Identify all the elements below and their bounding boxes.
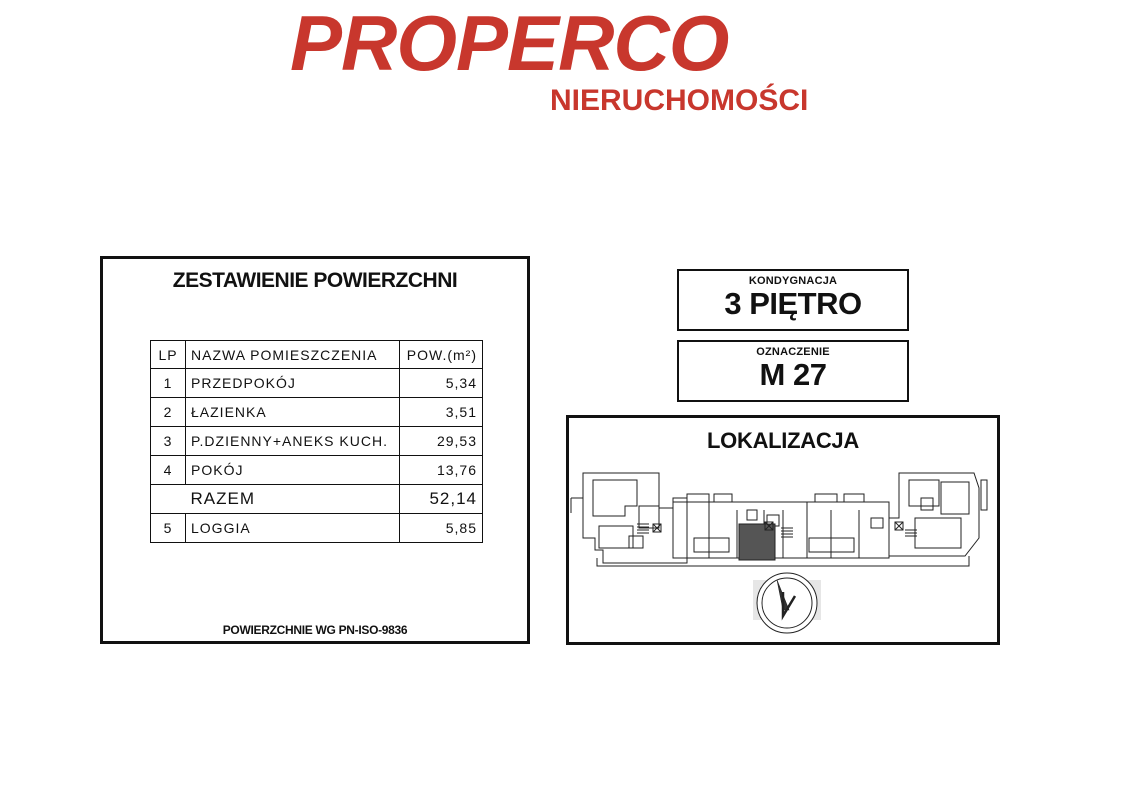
table-row: [151, 514, 483, 543]
total-row: [151, 485, 483, 514]
properco-logo: [290, 0, 835, 120]
row-name: P.DZIENNY+ANEKS KUCH.: [186, 427, 400, 456]
brand-tagline: NIERUCHOMOŚCI: [550, 84, 809, 117]
floor-box: [677, 269, 909, 331]
total-blank: [151, 485, 186, 514]
row-lp: 4: [151, 456, 186, 485]
table-row: [151, 369, 483, 398]
table-row: [151, 456, 483, 485]
col-name: NAZWA POMIESZCZENIA: [186, 341, 400, 369]
row-lp: 3: [151, 427, 186, 456]
building-plan-drawing: [569, 418, 1003, 648]
total-area: 52,14: [400, 485, 483, 514]
floor-label: KONDYGNACJA: [748, 275, 838, 287]
row-lp: 1: [151, 369, 186, 398]
row-name: LOGGIA: [186, 514, 400, 543]
row-area: 13,76: [400, 456, 483, 485]
row-area: 5,34: [400, 369, 483, 398]
row-lp: 5: [151, 514, 186, 543]
row-name: PRZEDPOKÓJ: [186, 369, 400, 398]
row-area: 3,51: [400, 398, 483, 427]
table-header-row: [151, 341, 483, 369]
row-lp: 2: [151, 398, 186, 427]
table-row: [151, 427, 483, 456]
row-area: 29,53: [400, 427, 483, 456]
area-summary-panel: [100, 256, 530, 644]
row-name: ŁAZIENKA: [186, 398, 400, 427]
unit-value: M 27: [759, 357, 827, 392]
row-area: 5,85: [400, 514, 483, 543]
summary-footer: POWIERZCHNIE WG PN-ISO-9836: [222, 623, 408, 637]
row-name: POKÓJ: [186, 456, 400, 485]
total-label: RAZEM: [186, 485, 400, 514]
unit-label: OZNACZENIE: [756, 346, 830, 358]
unit-box: [677, 340, 909, 402]
table-row: [151, 398, 483, 427]
col-area: POW.(m²): [400, 341, 483, 369]
floor-value: 3 PIĘTRO: [724, 286, 862, 321]
col-lp: LP: [151, 341, 186, 369]
brand-name: PROPERCO: [290, 0, 729, 87]
location-panel: [566, 415, 1000, 645]
summary-title: ZESTAWIENIE POWIERZCHNI: [172, 269, 458, 292]
area-table: [150, 340, 483, 543]
location-title: LOKALIZACJA: [707, 428, 859, 453]
